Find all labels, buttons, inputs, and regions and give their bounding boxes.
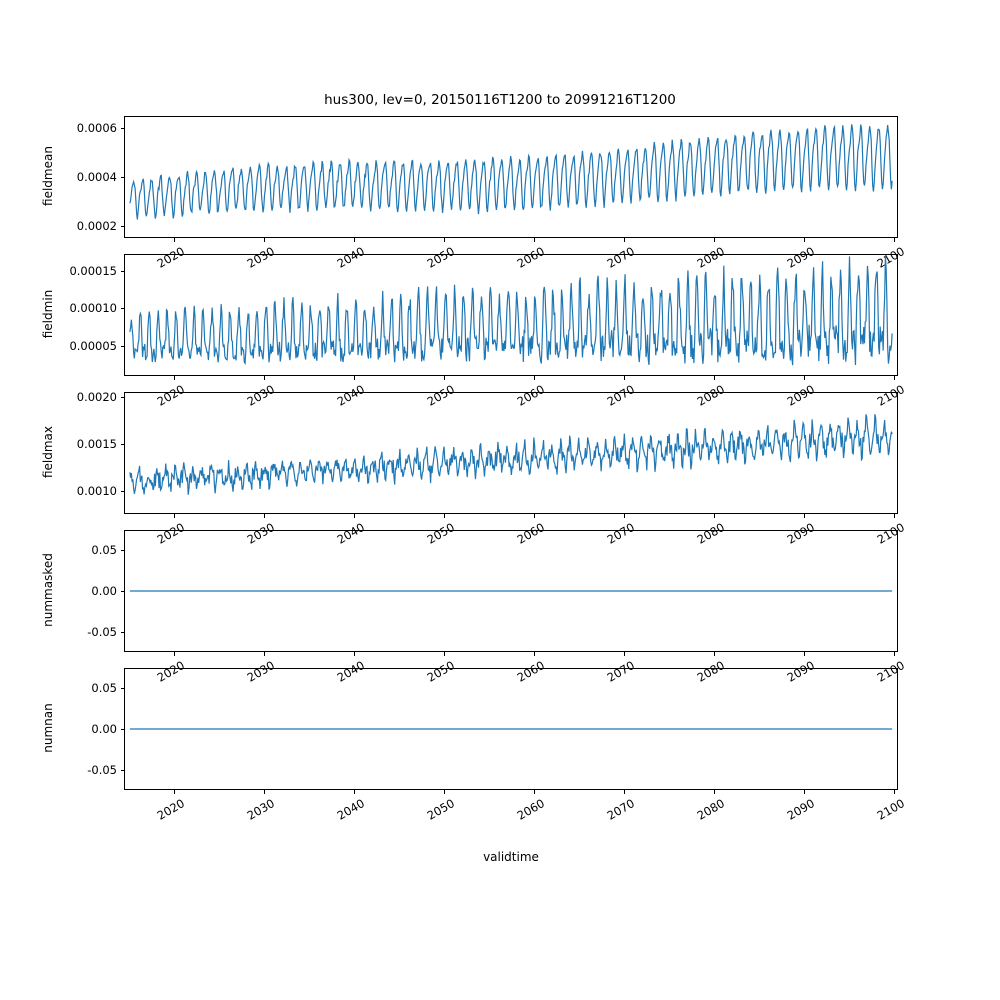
subplot-fieldmean [124, 116, 898, 238]
x-tick-label: 2100 [874, 796, 907, 823]
x-tick-label: 2100 [874, 244, 907, 271]
plot-area-fieldmin [125, 255, 897, 375]
x-tick-mark [174, 652, 175, 656]
y-tick-label: 0.05 [91, 681, 117, 696]
x-tick-label: 2050 [424, 520, 457, 547]
x-tick-mark [894, 514, 895, 518]
x-tick-mark [264, 514, 265, 518]
x-tick-label: 2070 [604, 658, 637, 685]
x-tick-mark [894, 238, 895, 242]
x-tick-mark [534, 652, 535, 656]
y-tick-mark [121, 491, 125, 492]
x-tick-label: 2090 [784, 796, 817, 823]
x-tick-mark [624, 514, 625, 518]
y-tick-mark [121, 226, 125, 227]
x-tick-label: 2070 [604, 520, 637, 547]
x-tick-label: 2100 [874, 658, 907, 685]
y-axis-label-nummasked: nummasked [41, 553, 55, 627]
x-tick-mark [534, 238, 535, 242]
y-tick-label: 0.00 [91, 584, 117, 598]
x-tick-mark [444, 790, 445, 794]
x-tick-mark [264, 376, 265, 380]
x-tick-mark [444, 652, 445, 656]
x-tick-mark [534, 514, 535, 518]
x-tick-mark [174, 514, 175, 518]
x-tick-label: 2060 [514, 520, 547, 547]
chart-title: hus300, lev=0, 20150116T1200 to 20991216T1200 [324, 92, 676, 108]
x-tick-mark [624, 376, 625, 380]
y-tick-mark [121, 729, 125, 730]
y-tick-mark [121, 346, 125, 347]
x-tick-label: 2070 [604, 796, 637, 823]
y-tick-mark [121, 632, 125, 633]
x-tick-mark [804, 514, 805, 518]
plot-area-nummasked [125, 531, 897, 651]
x-tick-label: 2060 [514, 796, 547, 823]
x-tick-mark [804, 790, 805, 794]
x-tick-mark [714, 514, 715, 518]
y-tick-label: 0.00005 [69, 338, 117, 353]
plot-area-fieldmean [125, 117, 897, 237]
x-tick-label: 2050 [424, 244, 457, 271]
plot-area-fieldmax [125, 393, 897, 513]
y-tick-mark [121, 397, 125, 398]
x-tick-mark [444, 376, 445, 380]
x-tick-label: 2030 [244, 520, 277, 547]
y-tick-label: 0.00 [91, 722, 117, 736]
x-tick-label: 2020 [154, 658, 187, 685]
x-tick-mark [264, 652, 265, 656]
x-tick-label: 2060 [514, 244, 547, 271]
x-tick-label: 2090 [784, 520, 817, 547]
x-tick-label: 2080 [694, 244, 727, 271]
subplot-numnan [124, 668, 898, 790]
x-tick-label: 2080 [694, 796, 727, 823]
y-tick-mark [121, 770, 125, 771]
x-tick-label: 2090 [784, 382, 817, 409]
x-tick-mark [624, 238, 625, 242]
plot-area-numnan [125, 669, 897, 789]
x-tick-label: 2080 [694, 658, 727, 685]
y-tick-mark [121, 591, 125, 592]
x-tick-mark [804, 652, 805, 656]
x-tick-label: 2020 [154, 796, 187, 823]
x-tick-mark [894, 376, 895, 380]
x-tick-label: 2020 [154, 520, 187, 547]
y-tick-label: -0.05 [87, 762, 117, 777]
y-axis-label-fieldmean: fieldmean [41, 146, 55, 206]
y-axis-label-numnan: numnan [41, 703, 55, 753]
line-fieldmax [130, 414, 892, 495]
x-tick-label: 2080 [694, 382, 727, 409]
x-tick-mark [354, 238, 355, 242]
x-tick-mark [894, 790, 895, 794]
y-tick-mark [121, 550, 125, 551]
x-tick-label: 2040 [334, 658, 367, 685]
x-tick-label: 2060 [514, 382, 547, 409]
y-tick-label: 0.05 [91, 543, 117, 558]
x-tick-mark [354, 652, 355, 656]
line-fieldmean [130, 124, 892, 219]
y-axis-label-fieldmax: fieldmax [41, 425, 55, 479]
x-tick-label: 2080 [694, 520, 727, 547]
x-tick-mark [264, 790, 265, 794]
x-tick-label: 2090 [784, 658, 817, 685]
x-tick-label: 2060 [514, 658, 547, 685]
x-tick-label: 2040 [334, 382, 367, 409]
x-tick-label: 2030 [244, 796, 277, 823]
x-tick-mark [354, 514, 355, 518]
x-tick-mark [714, 790, 715, 794]
x-tick-mark [534, 376, 535, 380]
x-tick-label: 2030 [244, 382, 277, 409]
x-tick-mark [534, 790, 535, 794]
x-tick-mark [444, 514, 445, 518]
x-tick-label: 2100 [874, 382, 907, 409]
subplot-fieldmin [124, 254, 898, 376]
y-tick-label: 0.0020 [76, 389, 117, 404]
y-tick-label: 0.0010 [76, 483, 117, 498]
subplot-fieldmax [124, 392, 898, 514]
y-tick-mark [121, 308, 125, 309]
x-tick-mark [624, 790, 625, 794]
y-tick-label: 0.0006 [76, 121, 117, 136]
subplot-nummasked [124, 530, 898, 652]
x-tick-mark [804, 238, 805, 242]
x-tick-mark [894, 652, 895, 656]
x-tick-mark [714, 652, 715, 656]
x-tick-label: 2040 [334, 520, 367, 547]
y-axis-label-fieldmin: fieldmin [41, 289, 55, 339]
x-tick-mark [174, 238, 175, 242]
x-tick-label: 2020 [154, 382, 187, 409]
x-tick-label: 2100 [874, 520, 907, 547]
y-tick-mark [121, 177, 125, 178]
y-tick-label: 0.00015 [69, 263, 117, 278]
x-tick-mark [444, 238, 445, 242]
y-tick-mark [121, 128, 125, 129]
x-tick-mark [804, 376, 805, 380]
x-tick-label: 2070 [604, 244, 637, 271]
x-tick-mark [354, 790, 355, 794]
y-tick-label: 0.00010 [69, 301, 117, 316]
x-tick-mark [714, 376, 715, 380]
y-tick-mark [121, 688, 125, 689]
x-axis-label: validtime [483, 850, 539, 864]
x-tick-mark [264, 238, 265, 242]
y-tick-label: -0.05 [87, 624, 117, 639]
x-tick-label: 2050 [424, 658, 457, 685]
x-tick-label: 2050 [424, 382, 457, 409]
x-tick-label: 2070 [604, 382, 637, 409]
y-tick-label: 0.0002 [76, 218, 117, 233]
x-tick-label: 2020 [154, 244, 187, 271]
line-fieldmin [130, 256, 892, 365]
x-tick-mark [714, 238, 715, 242]
x-tick-label: 2040 [334, 796, 367, 823]
y-tick-label: 0.0004 [76, 170, 117, 184]
x-tick-label: 2050 [424, 796, 457, 823]
x-tick-label: 2090 [784, 244, 817, 271]
y-tick-label: 0.0015 [76, 436, 117, 451]
x-tick-mark [174, 376, 175, 380]
y-tick-mark [121, 444, 125, 445]
y-tick-mark [121, 271, 125, 272]
x-tick-label: 2030 [244, 658, 277, 685]
x-tick-mark [624, 652, 625, 656]
x-tick-mark [354, 376, 355, 380]
x-tick-label: 2040 [334, 244, 367, 271]
x-tick-label: 2030 [244, 244, 277, 271]
x-tick-mark [174, 790, 175, 794]
